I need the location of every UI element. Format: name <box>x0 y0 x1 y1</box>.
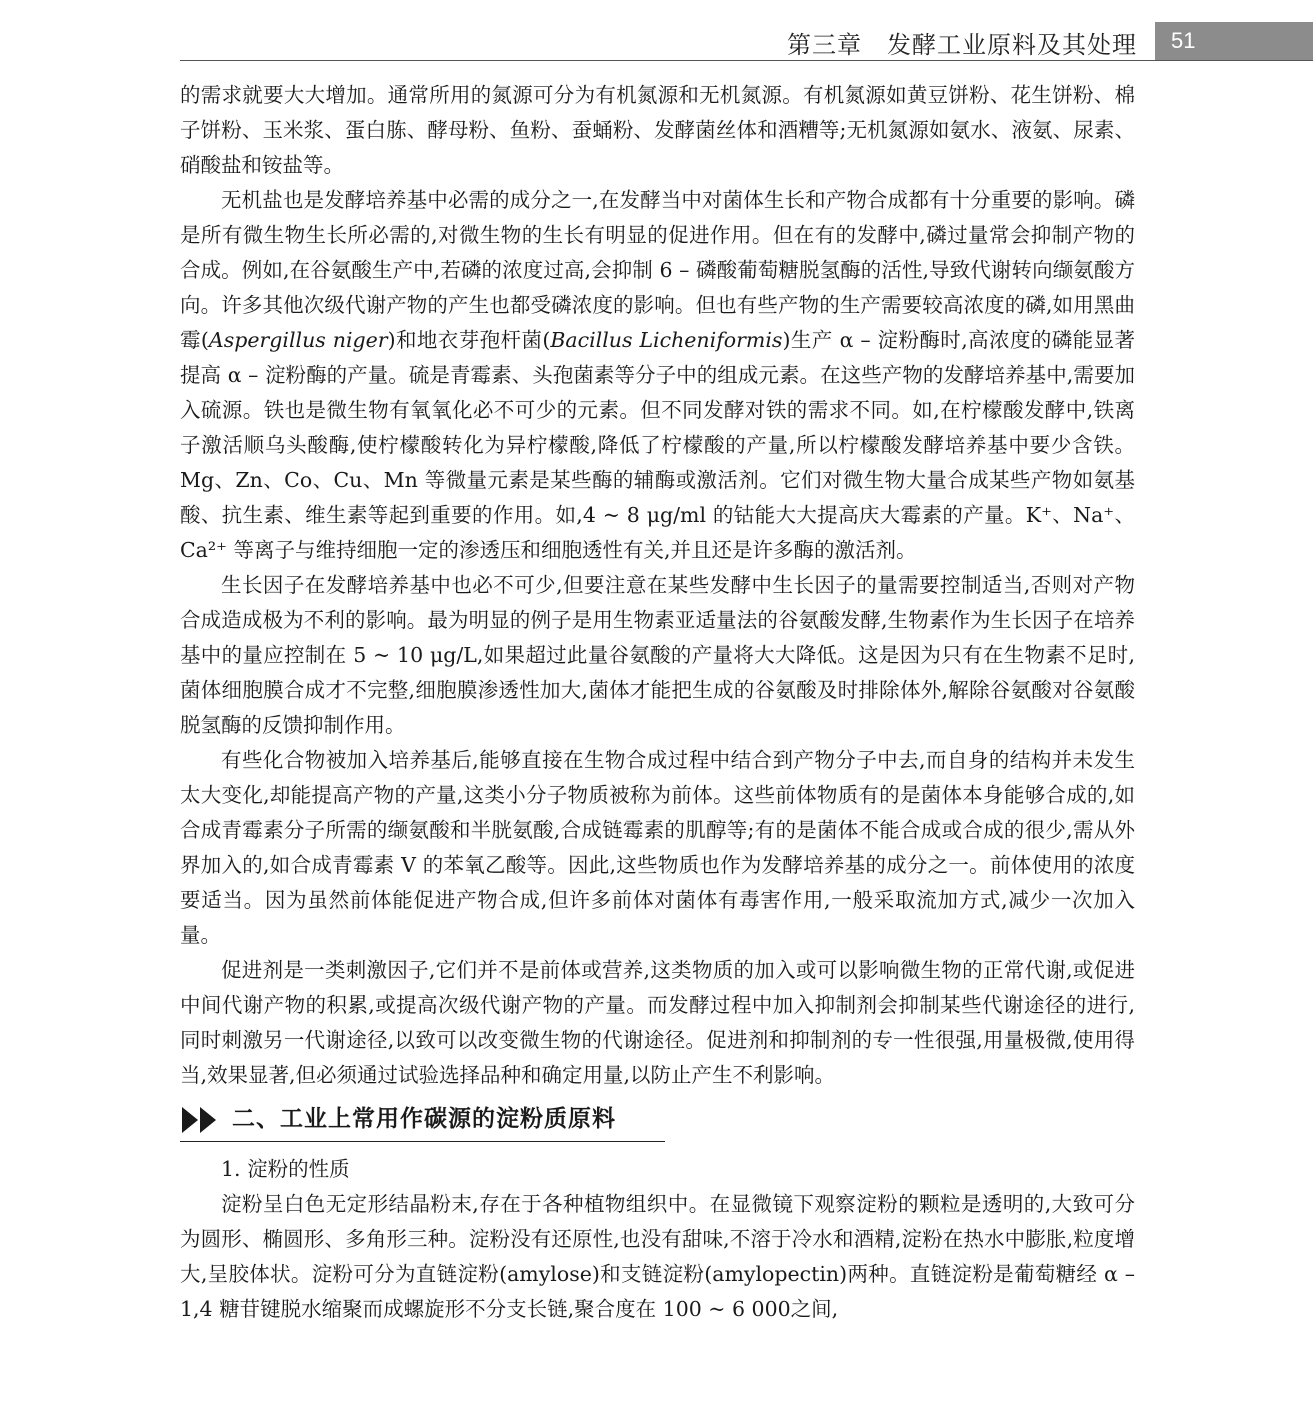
paragraph-inorganic-salts <box>180 183 1135 568</box>
chapter-title: 第三章 发酵工业原料及其处理 <box>787 31 1137 59</box>
page-number-box <box>1155 22 1313 60</box>
latin-name: Aspergillus niger <box>208 328 388 352</box>
ion-list: K⁺、Na⁺、Ca²⁺ <box>180 503 1135 562</box>
paragraph-text: )和地衣芽孢杆菌( <box>387 328 551 352</box>
paragraph-nitrogen: 的需求就要大大增加。通常所用的氮源可分为有机氮源和无机氮源。有机氮源如黄豆饼粉、花生饼粉、棉子饼粉、玉米浆、蛋白胨、酵母粉、鱼粉、蚕蛹粉、发酵菌丝体和酒糟等;无机氮源如氨水、液氨、尿素、硝酸盐和铵盐等。 <box>180 83 1135 177</box>
paragraph-text: 无机盐也是发酵培养基中必需的成分之一,在发酵当中对菌体生长和产物合成都有十分重要的影响。磷是所有微生物生长所必需的,对微生物的生长有明显的促进作用。但在有的发酵中,磷过量常会抑制产物的合成。例如,在谷氨酸生产中,若磷的浓度过高,会抑制 6 – 磷酸葡萄糖脱氢酶的活性,导致代谢转向缬氨酸方向。许多其他次级代谢产物的产生也都受磷浓度的影响。但也有些产物的生产需要较高浓度的磷,如用黑曲霉( <box>180 188 1135 352</box>
paragraph-starch-properties: 淀粉呈白色无定形结晶粉末,存在于各种植物组织中。在显微镜下观察淀粉的颗粒是透明的,大致可分为圆形、椭圆形、多角形三种。淀粉没有还原性,也没有甜味,不溶于冷水和酒精,淀粉在热水中膨胀,粒度增大,呈胶体状。淀粉可分为直链淀粉(amylose)和支链淀粉(amylopectin)两种。直链淀粉是葡萄糖经 α – 1,4 糖苷键脱水缩聚而成螺旋形不分支长链,聚合度在 100 ~ 6 000之间, <box>180 1192 1135 1321</box>
paragraph-precursors: 有些化合物被加入培养基后,能够直接在生物合成过程中结合到产物分子中去,而自身的结构并未发生太大变化,却能提高产物的产量,这类小分子物质被称为前体。这些前体物质有的是菌体本身能够合成的,如合成青霉素分子所需的缬氨酸和半胱氨酸,合成链霉素的肌醇等;有的是菌体不能合成或合成的很少,需从外界加入的,如合成青霉素 V 的苯氧乙酸等。因此,这些物质也作为发酵培养基的成分之一。前体使用的浓度要适当。因为虽然前体能促进产物合成,但许多前体对菌体有毒害作用,一般采取流加方式,减少一次加入量。 <box>180 748 1135 947</box>
paragraph-promoters: 促进剂是一类刺激因子,它们并不是前体或营养,这类物质的加入或可以影响微生物的正常代谢,或促进中间代谢产物的积累,或提高次级代谢产物的产量。而发酵过程中加入抑制剂会抑制某些代谢途径的进行,同时刺激另一代谢途径,以致可以改变微生物的代谢途径。促进剂和抑制剂的专一性很强,用量极微,使用得当,效果显著,但必须通过试验选择品种和确定用量,以防止产生不利影响。 <box>180 958 1135 1087</box>
body-text <box>180 78 1135 1327</box>
page-number: 51 <box>1171 28 1196 53</box>
running-header <box>180 22 1313 61</box>
section-title: 二、工业上常用作碳源的淀粉质原料 <box>232 1106 616 1132</box>
latin-name: Bacillus Licheniformis <box>550 328 783 352</box>
section-heading <box>180 1101 665 1142</box>
paragraph-growth-factors: 生长因子在发酵培养基中也必不可少,但要注意在某些发酵中生长因子的量需要控制适当,否则对产物合成造成极为不利的影响。最为明显的例子是用生物素亚适量法的谷氨酸发酵,生物素作为生长因子在培养基中的量应控制在 5 ~ 10 μg/L,如果超过此量谷氨酸的产量将大大降低。这是因为只有在生物素不足时,菌体细胞膜合成才不完整,细胞膜渗透性加大,菌体才能把生成的谷氨酸及时排除体外,解除谷氨酸对谷氨酸脱氢酶的反馈抑制作用。 <box>180 573 1135 737</box>
paragraph-text: 等离子与维持细胞一定的渗透压和细胞透性有关,并且还是许多酶的激活剂。 <box>226 538 917 562</box>
double-triangle-icon <box>182 1107 218 1133</box>
subheading: 1. 淀粉的性质 <box>221 1157 350 1181</box>
paragraph-text: )生产 α – 淀粉酶时,高浓度的磷能显著提高 α – 淀粉酶的产量。硫是青霉素、头孢菌素等分子中的组成元素。在这些产物的发酵培养基中,需要加入硫源。铁也是微生物有氧氧化必不可少的元素。但不同发酵对铁的需求不同。如,在柠檬酸发酵中,铁离子激活顺乌头酸酶,使柠檬酸转化为异柠檬酸,降低了柠檬酸的产量,所以柠檬酸发酵培养基中要少含铁。Mg、Zn、Co、Cu、Mn 等微量元素是某些酶的辅酶或激活剂。它们对微生物大量合成某些产物如氨基酸、抗生素、维生素等起到重要的作用。如,4 ~ 8 μg/ml 的钴能大大提高庆大霉素的产量。 <box>180 328 1136 527</box>
